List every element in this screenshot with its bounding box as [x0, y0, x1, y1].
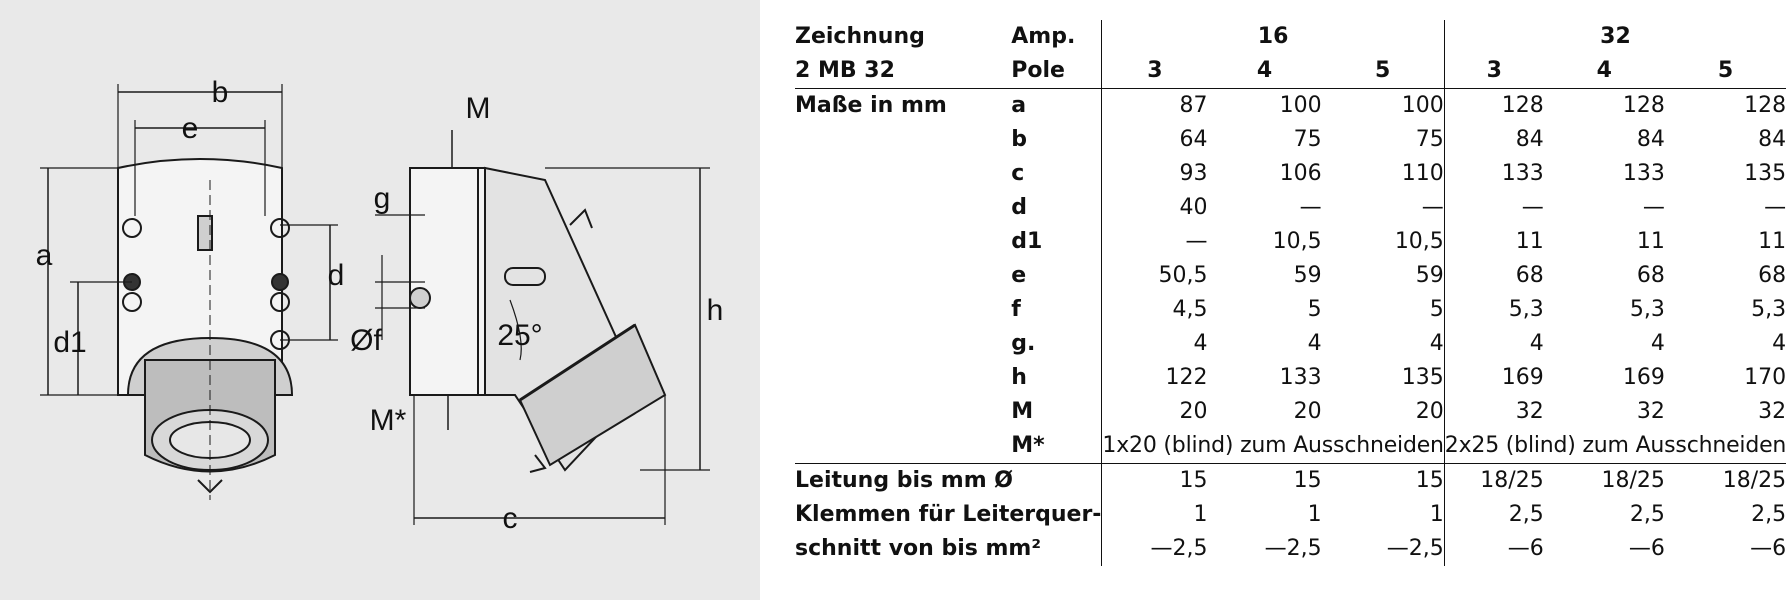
- label-m: M: [465, 92, 491, 125]
- leitung-label: Leitung bis mm Ø: [795, 468, 1013, 493]
- table-cell: 18/25: [1444, 464, 1543, 499]
- table-cell: —: [1642, 195, 1665, 220]
- table-cell: 20: [1102, 395, 1208, 429]
- table-cell: 106: [1279, 161, 1322, 186]
- table-cell: 4: [1772, 331, 1786, 356]
- table-cell: —6: [1750, 536, 1786, 561]
- table-cell: 128: [1622, 93, 1665, 118]
- table-cell: 5,3: [1629, 297, 1665, 322]
- label-a: a: [35, 239, 53, 272]
- table-row: [795, 123, 1786, 157]
- table-cell: 40: [1102, 191, 1208, 225]
- header-pole-cell: 5: [1665, 54, 1786, 89]
- table-cell: 110: [1401, 161, 1444, 186]
- table-cell: 20: [1415, 399, 1444, 424]
- table-cell: —: [1764, 195, 1786, 220]
- table-cell: 1: [1102, 498, 1208, 532]
- table-cell: 68: [1758, 263, 1786, 288]
- table-cell: 4: [1307, 331, 1322, 356]
- table-cell: 135: [1744, 161, 1786, 186]
- row-key: a: [1011, 93, 1027, 118]
- table-cell: —: [1421, 195, 1444, 220]
- header-row-pole: [795, 54, 1786, 89]
- table-cell: 64: [1102, 123, 1208, 157]
- table-cell: 59: [1415, 263, 1444, 288]
- label-angle: 25°: [497, 319, 543, 352]
- header-pole-cell: 4: [1544, 54, 1665, 89]
- header-amp: Amp.: [1011, 24, 1076, 49]
- table-cell: 2,5: [1751, 502, 1786, 527]
- table-cell: 11: [1444, 225, 1543, 259]
- table-cell: 84: [1444, 123, 1543, 157]
- table-cell: 20: [1293, 399, 1322, 424]
- table-row: [795, 191, 1786, 225]
- table-cell: 4,5: [1102, 293, 1208, 327]
- table-cell: 5,3: [1751, 297, 1786, 322]
- table-cell: —: [1444, 191, 1543, 225]
- table-row: [795, 157, 1786, 191]
- label-e: e: [181, 112, 199, 145]
- table-row-mstar: [795, 429, 1786, 464]
- table-cell: 10,5: [1272, 229, 1322, 254]
- header-pole-cell: 5: [1322, 54, 1445, 89]
- header-row-amp: [795, 20, 1786, 54]
- table-cell: 1: [1307, 502, 1322, 527]
- table-row: [795, 327, 1786, 361]
- table-cell: 5: [1307, 297, 1322, 322]
- table-cell: 15: [1102, 464, 1208, 499]
- klemmen-label-1: Klemmen für Leiterquer-: [795, 502, 1102, 527]
- label-g: g: [373, 182, 391, 215]
- header-zeichnung: Zeichnung: [795, 24, 925, 49]
- table-cell: 18/25: [1722, 468, 1786, 493]
- label-c: c: [502, 502, 518, 535]
- table-cell: 169: [1622, 365, 1665, 390]
- header-amp-16: 16: [1102, 20, 1444, 54]
- table-cell: 133: [1622, 161, 1665, 186]
- table-cell: 169: [1444, 361, 1543, 395]
- table-cell: 4: [1650, 331, 1665, 356]
- table-cell: 100: [1401, 93, 1444, 118]
- table-row-klemmen-2: [795, 532, 1786, 566]
- label-h: h: [706, 294, 724, 327]
- table-cell: 128: [1744, 93, 1786, 118]
- table-cell: 32: [1758, 399, 1786, 424]
- table-cell: 11: [1758, 229, 1786, 254]
- table-cell: —6: [1444, 532, 1543, 566]
- table-cell: 15: [1415, 468, 1444, 493]
- table-cell: 4: [1429, 331, 1444, 356]
- table-cell: —: [1299, 195, 1322, 220]
- table-cell: —6: [1628, 536, 1665, 561]
- row-key: b: [1011, 127, 1028, 152]
- table-cell: 87: [1102, 89, 1208, 124]
- table-cell: 50,5: [1102, 259, 1208, 293]
- table-cell: 59: [1293, 263, 1322, 288]
- label-m-star: M*: [369, 404, 407, 437]
- drawing-svg: [0, 0, 760, 600]
- table-cell: —2,5: [1102, 532, 1208, 566]
- row-key: g.: [1011, 331, 1036, 356]
- technical-drawing: [0, 0, 760, 600]
- table-cell: 32: [1636, 399, 1665, 424]
- table-cell: 5: [1429, 297, 1444, 322]
- table-cell: 4: [1444, 327, 1543, 361]
- label-d: d: [327, 259, 345, 292]
- row-key: d1: [1011, 229, 1043, 254]
- table-row: [795, 89, 1786, 124]
- label-d1: d1: [53, 326, 87, 359]
- header-pole-cell: 4: [1207, 54, 1321, 89]
- table-cell: 10,5: [1394, 229, 1444, 254]
- label-phi-f: Øf: [350, 324, 382, 357]
- header-model: 2 MB 32: [795, 54, 1011, 89]
- header-pole-cell: 3: [1102, 54, 1208, 89]
- header-pole: Pole: [1011, 54, 1102, 89]
- masse-label: Maße in mm: [795, 93, 947, 118]
- table-cell: 2,5: [1629, 502, 1665, 527]
- table-cell: 84: [1636, 127, 1665, 152]
- row-key: M*: [1011, 429, 1102, 464]
- table-cell: 128: [1444, 89, 1543, 124]
- header-amp-32: 32: [1444, 20, 1786, 54]
- spec-table-container: [795, 20, 1786, 566]
- table-cell: 15: [1293, 468, 1322, 493]
- table-cell: —2,5: [1386, 536, 1444, 561]
- mstar-note-16: 1x20 (blind) zum Ausschneiden: [1102, 429, 1444, 464]
- table-cell: 122: [1102, 361, 1208, 395]
- klemmen-label-2: schnitt von bis mm²: [795, 536, 1041, 561]
- header-pole-cell: 3: [1444, 54, 1543, 89]
- table-cell: 4: [1102, 327, 1208, 361]
- row-key: d: [1011, 195, 1028, 220]
- table-cell: 1: [1429, 502, 1444, 527]
- row-key: h: [1011, 365, 1027, 390]
- table-cell: 2,5: [1444, 498, 1543, 532]
- label-b: b: [211, 76, 229, 109]
- table-cell: 75: [1293, 127, 1322, 152]
- table-cell: 32: [1444, 395, 1543, 429]
- row-key: e: [1011, 263, 1027, 288]
- table-row: [795, 259, 1786, 293]
- spec-table: [795, 20, 1786, 566]
- table-cell: 68: [1444, 259, 1543, 293]
- table-row: [795, 395, 1786, 429]
- table-row: [795, 361, 1786, 395]
- table-cell: 5,3: [1444, 293, 1543, 327]
- table-row-klemmen-1: [795, 498, 1786, 532]
- table-cell: —2,5: [1264, 536, 1322, 561]
- table-cell: 135: [1401, 365, 1444, 390]
- table-cell: 84: [1758, 127, 1786, 152]
- table-cell: 68: [1636, 263, 1665, 288]
- table-cell: 133: [1279, 365, 1322, 390]
- table-cell: 18/25: [1601, 468, 1665, 493]
- dimension-rows: [795, 89, 1786, 430]
- row-key: M: [1011, 399, 1034, 424]
- table-cell: 11: [1636, 229, 1665, 254]
- table-cell: 93: [1102, 157, 1208, 191]
- table-cell: 100: [1279, 93, 1322, 118]
- table-cell: —: [1102, 225, 1208, 259]
- table-row-leitung: [795, 464, 1786, 499]
- table-cell: 170: [1744, 365, 1786, 390]
- row-key: f: [1011, 297, 1021, 322]
- table-row: [795, 293, 1786, 327]
- table-row: [795, 225, 1786, 259]
- table-cell: 75: [1415, 127, 1444, 152]
- table-cell: 133: [1444, 157, 1543, 191]
- mstar-note-32: 2x25 (blind) zum Ausschneiden: [1444, 429, 1786, 464]
- row-key: c: [1011, 161, 1025, 186]
